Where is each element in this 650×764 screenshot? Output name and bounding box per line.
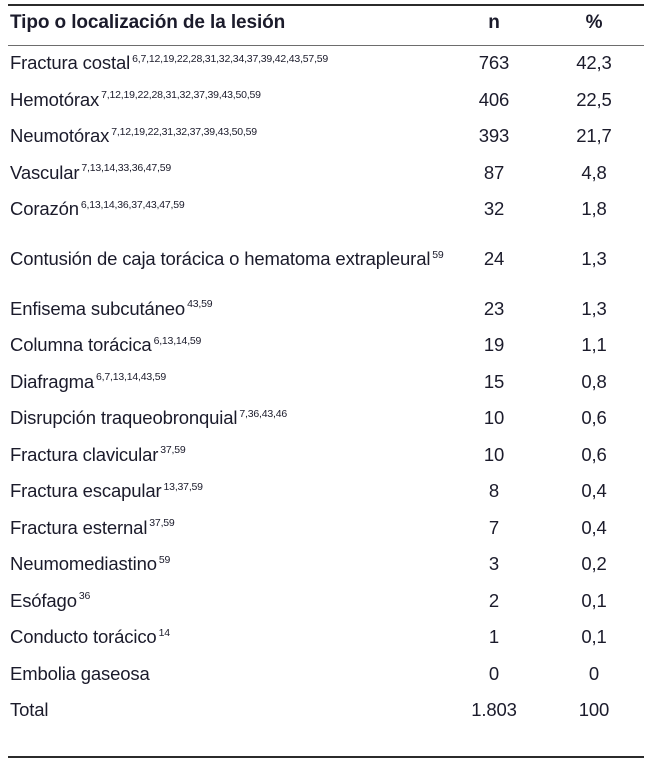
- cell-count: 3: [488, 553, 500, 575]
- table-row: [8, 118, 644, 155]
- reference-superscript: 7,12,19,22,28,31,32,37,39,43,50,59: [101, 89, 261, 102]
- table-row: [8, 191, 644, 228]
- cell-count: 406: [478, 88, 510, 110]
- lesion-label-text: Esófago: [10, 589, 77, 611]
- reference-superscript: 7,13,14,33,36,47,59: [81, 162, 172, 175]
- cell-count: 24: [483, 248, 505, 269]
- table-row: [8, 291, 644, 328]
- cell-count: 15: [483, 370, 505, 392]
- cell-lesion-label: [8, 155, 444, 192]
- cell-lesion-label: [8, 291, 444, 328]
- table-row: [8, 692, 644, 729]
- cell-count: 23: [483, 297, 505, 319]
- reference-superscript: 7,12,19,22,31,32,37,39,43,50,59: [111, 125, 257, 138]
- lesion-label-text: Corazón: [10, 198, 79, 220]
- table-row: [8, 228, 644, 291]
- reference-superscript: 37,59: [160, 444, 186, 457]
- table-row: [8, 437, 644, 474]
- cell-lesion-label: [8, 400, 444, 437]
- table-header-row: [8, 0, 644, 45]
- lesion-label-text: Fractura esternal: [10, 516, 148, 538]
- cell-count: 0: [488, 662, 500, 684]
- cell-percent: 1,3: [581, 248, 607, 269]
- cell-count: 32: [483, 198, 505, 220]
- table-bottom-rule: [8, 756, 644, 758]
- cell-lesion-label: [8, 82, 444, 119]
- cell-count: 7: [488, 516, 500, 538]
- cell-percent: 0,1: [581, 626, 607, 648]
- lesion-label-text: Contusión de caja torácica o hematoma extrapleural: [10, 247, 431, 269]
- cell-lesion-label: [8, 327, 444, 364]
- table-row: [8, 364, 644, 401]
- cell-percent: 0,4: [581, 480, 607, 502]
- reference-superscript: 37,59: [149, 517, 175, 530]
- lesion-label-text: Fractura escapular: [10, 480, 162, 502]
- cell-percent: 21,7: [576, 125, 612, 147]
- cell-count: 1.803: [471, 699, 517, 721]
- cell-lesion-label: [8, 118, 444, 155]
- cell-lesion-label: [8, 437, 444, 474]
- reference-superscript: 6,13,14,36,37,43,47,59: [80, 198, 185, 211]
- cell-lesion-label: [8, 546, 444, 583]
- cell-lesion-label: [8, 473, 444, 510]
- reference-superscript: 36: [78, 590, 91, 603]
- cell-count: 1: [488, 626, 500, 648]
- reference-superscript: 7,36,43,46: [239, 407, 287, 420]
- table-row: [8, 546, 644, 583]
- lesion-label-text: Hemotórax: [10, 88, 100, 110]
- cell-percent: 0: [588, 662, 600, 684]
- table-row: [8, 583, 644, 620]
- table-row: [8, 619, 644, 656]
- cell-count: 8: [488, 480, 500, 502]
- reference-superscript: 59: [158, 553, 171, 566]
- cell-lesion-label: [8, 364, 444, 401]
- lesion-label-text: Diafragma: [10, 370, 94, 392]
- cell-lesion-label: [8, 228, 444, 291]
- table-header-rule: [8, 45, 644, 46]
- cell-percent: 1,1: [581, 334, 607, 356]
- lesion-label-text: Disrupción traqueobronquial: [10, 407, 238, 429]
- table-row: [8, 400, 644, 437]
- cell-percent: 0,1: [581, 589, 607, 611]
- reference-superscript: 13,37,59: [163, 480, 203, 493]
- cell-percent: 0,2: [581, 553, 607, 575]
- cell-count: 19: [483, 334, 505, 356]
- reference-superscript: 59: [432, 248, 444, 261]
- cell-lesion-label: [8, 45, 444, 82]
- cell-percent: 0,6: [581, 443, 607, 465]
- table-row: [8, 82, 644, 119]
- lesion-label-text: Vascular: [10, 161, 80, 183]
- lesion-label-text: Conducto torácico: [10, 626, 157, 648]
- cell-lesion-label: [8, 619, 444, 656]
- cell-percent: 22,5: [576, 88, 612, 110]
- reference-superscript: 6,7,13,14,43,59: [96, 371, 166, 384]
- lesion-type-table: [8, 0, 644, 729]
- cell-percent: 42,3: [576, 52, 612, 74]
- cell-count: 10: [483, 407, 505, 429]
- lesion-label-text: Columna torácica: [10, 334, 152, 356]
- lesion-label-text: Neumomediastino: [10, 553, 157, 575]
- table-row: [8, 473, 644, 510]
- table-header: [8, 0, 644, 45]
- cell-percent: 0,6: [581, 407, 607, 429]
- cell-count: 393: [478, 125, 510, 147]
- cell-lesion-label: [8, 583, 444, 620]
- cell-percent: 0,4: [581, 516, 607, 538]
- table-row: [8, 510, 644, 547]
- lesion-label-text: Total: [10, 699, 49, 721]
- table-row: [8, 45, 644, 82]
- cell-lesion-label: [8, 510, 444, 547]
- cell-percent: 0,8: [581, 370, 607, 392]
- cell-count: 763: [478, 52, 510, 74]
- reference-superscript: 6,13,14,59: [153, 334, 202, 347]
- cell-lesion-label: [8, 692, 444, 729]
- reference-superscript: 43,59: [187, 298, 213, 311]
- reference-superscript: 6,7,12,19,22,28,31,32,34,37,39,42,43,57,59: [132, 52, 329, 65]
- cell-percent: 4,8: [581, 161, 607, 183]
- cell-lesion-label: [8, 191, 444, 228]
- cell-count: 2: [488, 589, 500, 611]
- lesion-label-text: Fractura clavicular: [10, 443, 159, 465]
- table-top-rule: [8, 4, 644, 6]
- lesion-label-text: Fractura costal: [10, 52, 131, 74]
- cell-percent: 1,8: [581, 198, 607, 220]
- cell-count: 87: [483, 161, 505, 183]
- table-body: [8, 45, 644, 729]
- cell-count: 10: [483, 443, 505, 465]
- cell-lesion-label: [8, 656, 444, 693]
- reference-superscript: 14: [158, 626, 170, 639]
- table-row: [8, 155, 644, 192]
- table-row: [8, 656, 644, 693]
- column-header-label: Tipo o localización de la lesión: [10, 11, 286, 33]
- cell-percent: 1,3: [581, 297, 607, 319]
- table-row: [8, 327, 644, 364]
- lesion-label-text: Neumotórax: [10, 125, 110, 147]
- lesion-label-text: Enfisema subcutáneo: [10, 297, 186, 319]
- column-header-percent: %: [585, 11, 603, 33]
- lesion-label-text: Embolia gaseosa: [10, 662, 150, 684]
- cell-percent: 100: [578, 699, 610, 721]
- column-header-n: n: [488, 11, 500, 33]
